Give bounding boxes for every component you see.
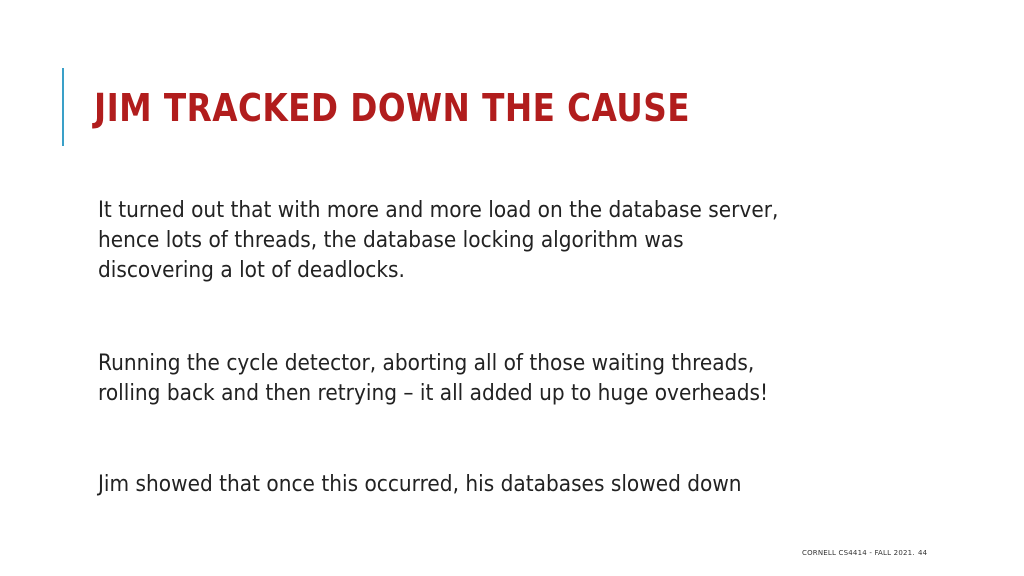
paragraph-line: hence lots of threads, the database locking algorithm was	[98, 228, 684, 253]
body-paragraph-1	[98, 196, 842, 286]
paragraph-line: Running the cycle detector, aborting all of those waiting threads,	[98, 351, 755, 376]
footer-course-label: CORNELL CS4414 - FALL 2021.	[802, 549, 915, 557]
body-paragraph-3	[98, 470, 801, 500]
slide-title: JIM TRACKED DOWN THE CAUSE	[94, 86, 690, 130]
footer-page-number: 44	[918, 549, 928, 557]
paragraph-line: It turned out that with more and more load on the database server,	[98, 198, 779, 223]
title-accent-bar	[62, 68, 64, 146]
paragraph-line: rolling back and then retrying – it all added up to huge overheads!	[98, 381, 769, 406]
body-paragraph-2	[98, 349, 830, 409]
paragraph-line: discovering a lot of deadlocks.	[98, 258, 405, 283]
paragraph-line: Jim showed that once this occurred, his databases slowed down	[98, 472, 742, 497]
